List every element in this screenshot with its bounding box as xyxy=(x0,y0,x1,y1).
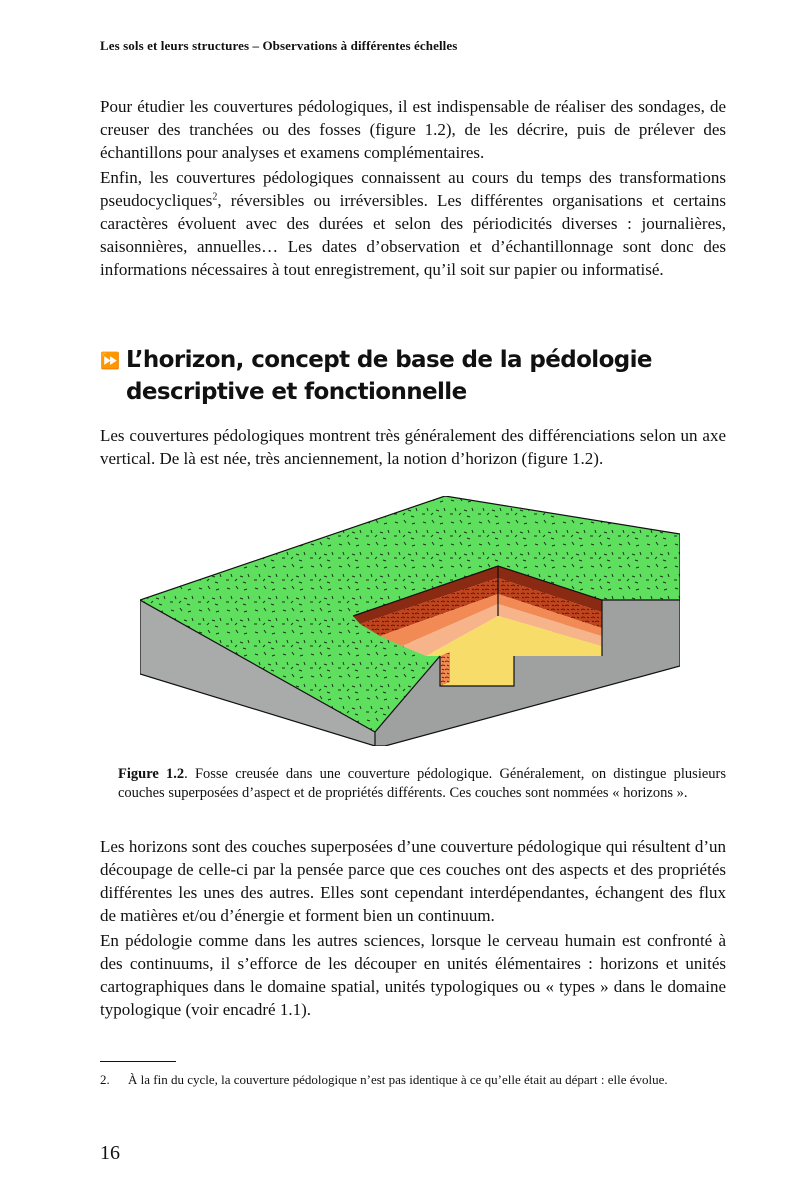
page-number: 16 xyxy=(100,1142,120,1164)
footnote-text: À la fin du cycle, la couverture pédologique n’est pas identique à ce qu’elle était au départ : elle évolue. xyxy=(128,1072,668,1087)
running-header: Les sols et leurs structures – Observations à différentes échelles xyxy=(100,38,458,53)
footnote-divider xyxy=(100,1061,176,1062)
pit-step-texture xyxy=(440,652,450,686)
paragraph-transformations xyxy=(100,166,726,281)
caption-text: . Fosse creusée dans une couverture pédologique. Généralement, on distingue plusieurs couches superposées d’aspect et de propriétés différents. Ces couches sont nommées « horizons ». xyxy=(118,766,726,801)
footnote-number: 2. xyxy=(100,1072,110,1087)
paragraph-definition-horizon: Les horizons sont des couches superposées d’une couverture pédologique qui résultent d’un découpage de celle-ci par la pensée parce que ces couches ont des aspects et des propriétés différentes les unes des autres. Elles sont cependant interdépendantes, échangent des flux de matières et/ou d’énergie et forment bien un continuum. xyxy=(100,837,726,925)
footnote xyxy=(100,1071,726,1088)
footnote-reference[interactable]: 2 xyxy=(212,191,218,203)
paragraph-notion-horizon: Les couvertures pédologiques montrent très généralement des différenciations selon un axe vertical. De là est née, très anciennement, la notion d’horizon (figure 1.2). xyxy=(100,426,726,468)
figure-caption xyxy=(118,765,726,803)
soil-pit-figure xyxy=(140,496,680,746)
section-title: L’horizon, concept de base de la pédologie descriptive et fonctionnelle xyxy=(126,347,652,405)
paragraph-sondages: Pour étudier les couvertures pédologiques, il est indispensable de réaliser des sondages, de creuser des tranchées ou des fosses (figure 1.2), de les décrire, puis de prélever des échantillons pour analyses et examens complémentaires. xyxy=(100,97,726,162)
figure-label: Figure 1.2 xyxy=(118,766,185,782)
double-arrow-icon: ⏩ xyxy=(100,351,120,370)
section-heading xyxy=(100,344,740,408)
paragraph-text: Enfin, les couvertures pédologiques connaissent au cours du temps des transformations pseudocycliques xyxy=(100,168,726,210)
paragraph-text: , réversibles ou irréversibles. Les différentes organisations et certains caractères évoluent avec des durées et selon des périodicités diverses : journalières, saisonnières, annuelles… Les dates d’observation et d’échantillonnage sont donc des informations nécessaires à tout enregistrement, qu’il soit sur papier ou informatisé. xyxy=(100,191,726,279)
paragraph-continuums: En pédologie comme dans les autres sciences, lorsque le cerveau humain est confronté à des continuums, il s’efforce de les découper en unités élémentaires : horizons et unités cartographiques dans le domaine spatial, unités typologiques ou « types » dans le domaine typologique (voir encadré 1.1). xyxy=(100,931,726,1019)
